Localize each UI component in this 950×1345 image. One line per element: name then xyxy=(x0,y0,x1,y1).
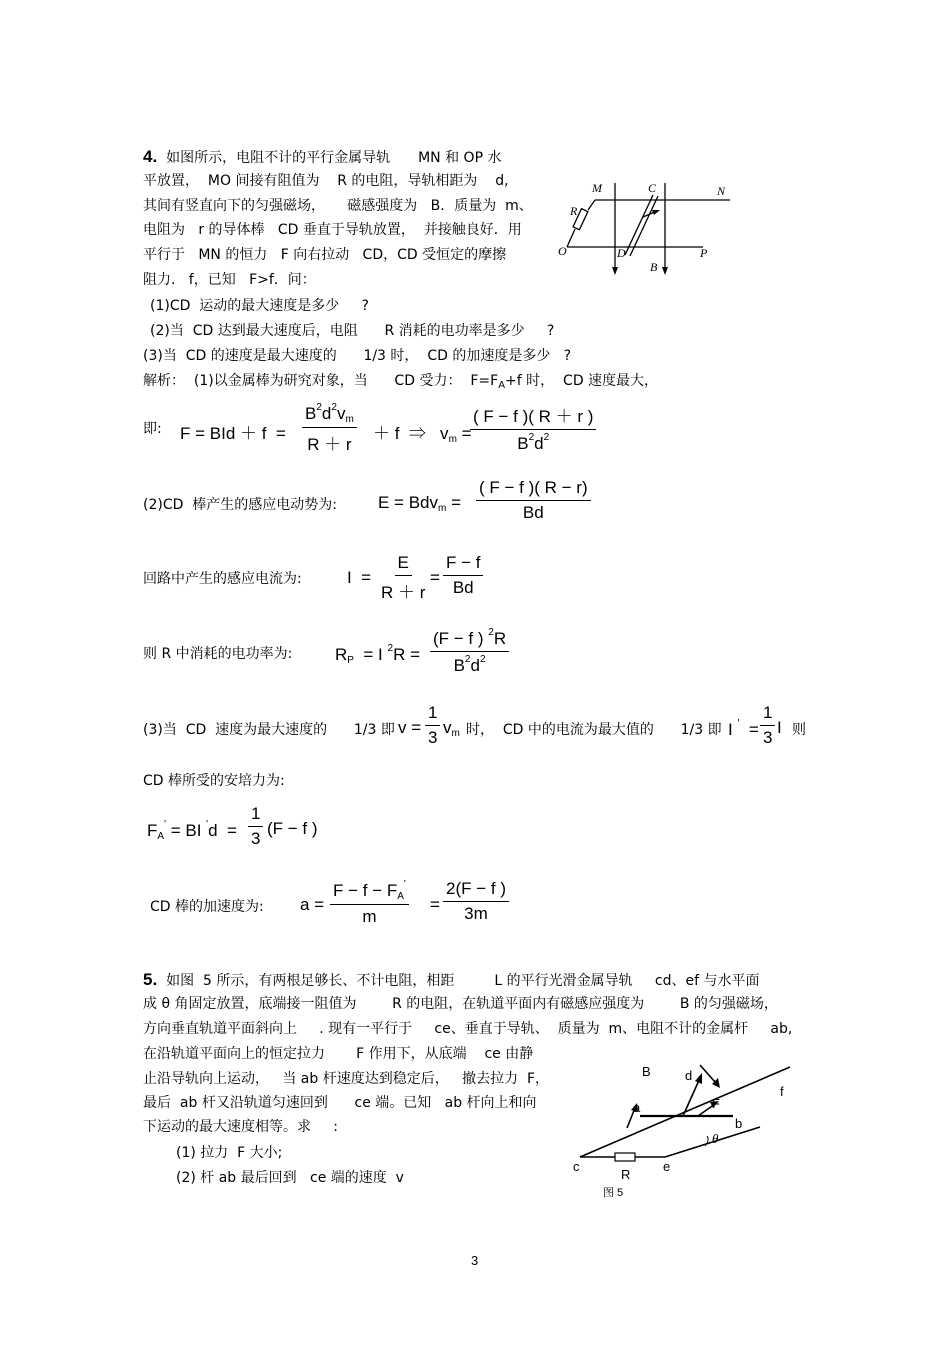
q5-line-5: 止沿导轨向上运动， 当 ab 杆速度达到稳定后， 撤去拉力 F， xyxy=(143,1071,550,1087)
eq4-lhs: $R_P = I$ $^2$R = xyxy=(335,643,420,666)
fig4-label-p: P xyxy=(700,246,708,260)
q4-line-6: 阻力. f，已知 F>f．问： xyxy=(143,272,316,288)
eq3-frac1: $\frac{E}{R + r}$ xyxy=(381,553,426,602)
eq3-frac2: $\frac{F - f}{Bd}$ xyxy=(443,553,483,598)
q5-incline-figure xyxy=(565,1050,805,1210)
q4-question-1: (1)CD 运动的最大速度是多少 ? xyxy=(150,298,369,314)
q4-current-label: 回路中产生的感应电流为: xyxy=(143,571,302,587)
eq5-v: v = xyxy=(398,718,422,737)
q5-line-3: 方向垂直轨道平面斜向上 . 现有一平行于 ce、垂直于导轨、 质量为 m、电阻不计的金属杆 ab, xyxy=(143,1021,793,1037)
fig5-label-d: d xyxy=(685,1068,693,1083)
fig4-label-r: R xyxy=(570,204,578,218)
q4-line-3: 其间有竖直向下的匀强磁场， 磁感强度为 B．质量为 m、 xyxy=(143,198,533,214)
q5-sub-2: (2) 杆 ab 最后回到 ce 端的速度 v xyxy=(176,1170,404,1186)
q4-first-line xyxy=(143,148,501,167)
fig5-label-c: c xyxy=(573,1159,580,1174)
eq5-frac2: $\frac{1}{3}$ xyxy=(760,703,775,748)
q4-part3-b: 时， CD 中的电流为最大值的 1/3 即 xyxy=(466,722,722,738)
eq7-frac2: $\frac{2(F - f )}{3m}$ xyxy=(443,879,509,924)
q4-accel-label: CD 棒的加速度为: xyxy=(150,899,264,915)
q4-line-1: 如图所示，电阻不计的平行金属导轨 MN 和 OP 水 xyxy=(166,150,502,166)
fig5-label-f: f xyxy=(780,1084,784,1099)
q4-number: 4. xyxy=(143,147,158,166)
fig5-label-e: e xyxy=(663,1159,671,1174)
q4-ji-label: 即: xyxy=(143,421,162,437)
eq5-i: I ' = xyxy=(728,718,759,739)
eq6-frac: $\frac{1}{3}$ xyxy=(248,804,263,849)
fig5-label-r: R xyxy=(621,1167,631,1182)
eq7-lhs: a = xyxy=(300,895,325,914)
fig4-label-m: M xyxy=(592,181,602,195)
fig5-label-b: b xyxy=(735,1116,743,1131)
q5-line-1: 如图 5 所示，有两根足够长、不计电阻，相距 L 的平行光滑金属导轨 cd、ef 与水平面 xyxy=(166,973,760,989)
fig4-label-b: B xyxy=(650,260,658,274)
q4-part2-label: (2)CD 棒产生的感应电动势为: xyxy=(143,497,338,513)
q5-line-6: 最后 ab 杆又沿轨道匀速回到 ce 端。已知 ab 杆向上和向 xyxy=(143,1095,537,1111)
q4-part3-c: 则 xyxy=(792,722,806,738)
eq2-lhs: E = Bdv$_m$ = xyxy=(378,493,462,514)
q4-line-2: 平放置， MO 间接有阻值为 R 的电阻，导轨相距为 d, xyxy=(143,173,509,189)
q4-power-label: 则 R 中消耗的电功率为: xyxy=(143,646,293,662)
q4-line-5: 平行于 MN 的恒力 F 向右拉动 CD，CD 受恒定的摩擦 xyxy=(143,247,507,263)
eq1-frac1: $\frac{B^2d^2v_m}{R + r}$ xyxy=(302,402,357,455)
fig5-caption: 图 5 xyxy=(603,1187,624,1199)
q4-ampere-label: CD 棒所受的安培力为: xyxy=(143,773,285,789)
q4-analysis-intro: 解析： (1)以金属棒为研究对象，当 CD 受力： $F=F_A+f$ 时， CD 速度最大， xyxy=(143,373,659,391)
q5-first-line xyxy=(143,971,759,990)
eq1-lhs: F = BId ＋ f = xyxy=(180,424,286,443)
fig5-label-b-field: B xyxy=(642,1064,651,1079)
q4-part3-a: (3)当 CD 速度为最大速度的 1/3 即 xyxy=(143,722,395,738)
eq7-frac1: $\frac{F - f - F_A'}{m}$ xyxy=(330,879,409,927)
eq6-rhs: (F − f ) xyxy=(267,819,318,838)
fig5-label-a: a xyxy=(633,1100,641,1115)
q4-question-3: (3)当 CD 的速度是最大速度的 1/3 时， CD 的加速度是多少 ? xyxy=(143,348,572,364)
eq5-frac: $\frac{1}{3}$ xyxy=(425,703,440,748)
q5-line-2: 成 θ 角固定放置，底端接一阻值为 R 的电阻，在轨道平面内有磁感应强度为 B 的匀强磁场， xyxy=(143,996,778,1012)
eq7-eq: = xyxy=(430,895,440,914)
fig5-label-theta: θ xyxy=(712,1131,719,1146)
eq3-eq: = xyxy=(430,568,440,587)
fig5-label-force: F xyxy=(712,1096,720,1111)
eq3-lhs: I = xyxy=(347,568,372,587)
fig4-label-n: N xyxy=(717,184,726,198)
q4-circuit-figure xyxy=(555,175,735,280)
q5-number: 5. xyxy=(143,970,158,989)
q5-line-4: 在沿轨道平面向上的恒定拉力 F 作用下，从底端 ce 由静 xyxy=(143,1046,534,1062)
eq1-frac2: $\frac{( F - f )( R + r )}{B^2d^2}$ xyxy=(470,402,596,454)
q4-question-2: (2)当 CD 达到最大速度后，电阻 R 消耗的电功率是多少 ? xyxy=(150,323,555,339)
fig4-label-o: O xyxy=(558,244,567,258)
eq6-lhs: $F_A'$ = BI 'd = xyxy=(147,819,237,842)
eq1-mid: ＋ f ⇒ $v_m$ = xyxy=(373,424,472,445)
fig4-label-d: D xyxy=(617,246,626,260)
q4-line-4: 电阻为 r 的导体棒 CD 垂直于导轨放置， 并接触良好．用 xyxy=(143,222,522,238)
eq4-frac: $\frac{(F - f ) ^2R}{B^2d^2}$ xyxy=(430,627,509,676)
page-number: 3 xyxy=(471,1253,479,1268)
q5-line-7: 下运动的最大速度相等。求 : xyxy=(143,1119,338,1135)
eq5-i2: I xyxy=(777,718,782,737)
fig4-label-c: C xyxy=(648,181,657,195)
eq2-frac: $\frac{( F - f )( R - r)}{Bd}$ xyxy=(476,478,591,523)
eq5-vm: $v_m$ xyxy=(443,718,460,739)
q5-sub-1: (1) 拉力 F 大小; xyxy=(176,1145,283,1161)
